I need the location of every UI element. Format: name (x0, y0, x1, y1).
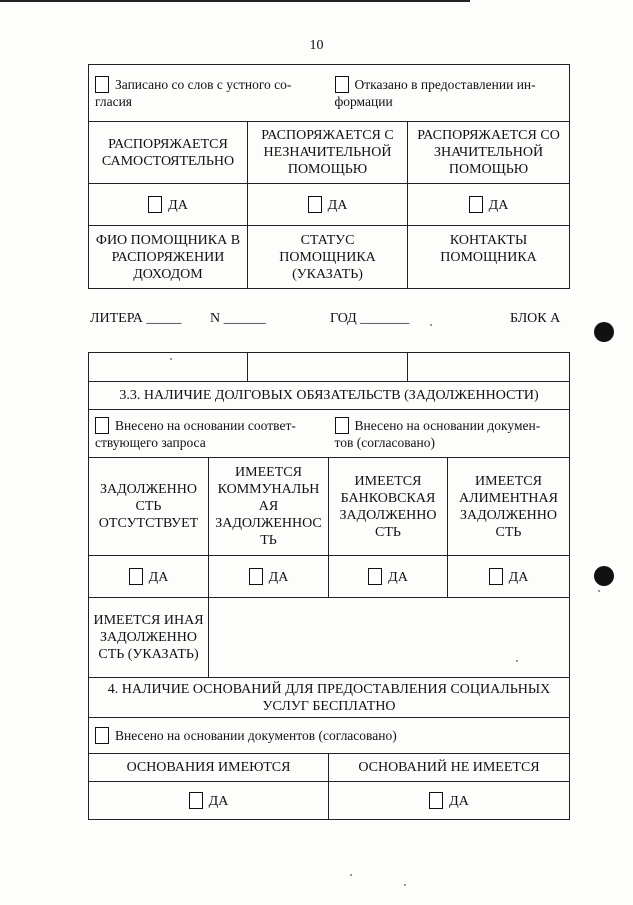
basis-exists-header: ОСНОВАНИЯ ИМЕЮТСЯ (89, 754, 329, 782)
info-refused-checkbox[interactable] (335, 76, 349, 93)
basis-absent-header: ОСНОВАНИЙ НЕ ИМЕЕТСЯ (329, 754, 570, 782)
yes-label: ДА (168, 197, 188, 213)
assistant-name-header: ФИО ПОМОЩНИКА В РАСПОРЯЖЕНИИ ДОХОДОМ (89, 226, 248, 289)
yes-cell (89, 556, 209, 598)
consent-row (89, 65, 570, 122)
verbal-consent-label: Записано со слов с устного со- гласия (95, 77, 292, 109)
yes-label: ДА (208, 793, 229, 809)
yes-cell (89, 184, 248, 226)
yes-cell (329, 556, 448, 598)
yes-label: ДА (148, 569, 169, 585)
documents-based-checkbox[interactable] (335, 417, 349, 434)
documents-based-label: Внесено на основании докумен- тов (согласовано) (334, 417, 541, 450)
basis-exists-yes-checkbox[interactable] (189, 792, 203, 809)
yes-cell (89, 782, 329, 820)
scan-speck (404, 884, 406, 886)
scan-speck (598, 590, 600, 592)
yes-label: ДА (488, 197, 509, 213)
litera-field: ЛИТЕРА _____ (90, 311, 182, 326)
other-debt-field[interactable] (209, 598, 570, 678)
header-self: РАСПОРЯЖАЕТСЯ САМОСТОЯТЕЛЬНО (89, 122, 248, 184)
scan-speck (170, 358, 172, 360)
yes-label: ДА (388, 569, 408, 585)
info-refused-label: Отказано в предоставлении ин- формации (334, 77, 536, 109)
header-major-help: РАСПОРЯЖАЕТСЯ СО ЗНАЧИТЕЛЬНОЙ ПОМОЩЬЮ (408, 122, 570, 184)
assistant-contacts-header: КОНТАКТЫ ПОМОЩНИКА (408, 226, 570, 289)
scan-speck (430, 324, 432, 326)
scan-speck (516, 660, 518, 662)
block-label: БЛОК А (510, 311, 561, 326)
minor-help-yes-checkbox[interactable] (308, 196, 322, 213)
alimony-debt-header: ИМЕЕТСЯ АЛИМЕНТНАЯ ЗАДОЛЖЕННО СТЬ (448, 458, 570, 556)
income-management-table (88, 64, 570, 289)
litera-line (0, 311, 633, 331)
section-4-title: 4. НАЛИЧИЕ ОСНОВАНИЙ ДЛЯ ПРЕДОСТАВЛЕНИЯ СОЦИАЛЬНЫХ УСЛУГ БЕСПЛАТНО (89, 678, 570, 718)
binder-hole-mark (594, 566, 614, 586)
self-yes-checkbox[interactable] (148, 196, 162, 213)
yes-cell (329, 782, 570, 820)
yes-cell (209, 556, 329, 598)
section-4-documents-checkbox[interactable] (95, 727, 109, 744)
yes-label: ДА (327, 197, 348, 213)
utility-debt-yes-checkbox[interactable] (249, 568, 263, 585)
request-based-label: Внесено на основании соответ- ствующего запроса (95, 417, 296, 450)
request-based-checkbox[interactable] (95, 417, 109, 434)
yes-cell (408, 184, 570, 226)
top-rule (0, 0, 470, 2)
alimony-debt-yes-checkbox[interactable] (489, 568, 503, 585)
no-debt-yes-checkbox[interactable] (129, 568, 143, 585)
yes-label: ДА (449, 793, 469, 809)
bank-debt-header: ИМЕЕТСЯ БАНКОВСКАЯ ЗАДОЛЖЕННО СТЬ (329, 458, 448, 556)
page-number: 10 (309, 38, 324, 53)
debt-and-basis-table (88, 352, 570, 820)
empty-carryover-row (89, 353, 570, 382)
binder-hole-mark (594, 322, 614, 342)
other-debt-header: ИМЕЕТСЯ ИНАЯ ЗАДОЛЖЕННО СТЬ (УКАЗАТЬ) (89, 598, 209, 678)
yes-label: ДА (508, 569, 529, 585)
scan-speck (350, 874, 352, 876)
header-minor-help: РАСПОРЯЖАЕТСЯ С НЕЗНАЧИТЕЛЬНОЙ ПОМОЩЬЮ (248, 122, 408, 184)
yes-cell (448, 556, 570, 598)
assistant-status-header: СТАТУС ПОМОЩНИКА (УКАЗАТЬ) (248, 226, 408, 289)
bank-debt-yes-checkbox[interactable] (368, 568, 382, 585)
no-debt-header: ЗАДОЛЖЕННО СТЬ ОТСУТСТВУЕТ (89, 458, 209, 556)
yes-cell (248, 184, 408, 226)
section-33-notes-row (89, 410, 570, 458)
section-4-note-row (89, 718, 570, 754)
number-field: N ______ (210, 311, 266, 326)
yes-label: ДА (268, 569, 289, 585)
section-33-title: 3.3. НАЛИЧИЕ ДОЛГОВЫХ ОБЯЗАТЕЛЬСТВ (ЗАДОЛЖЕННОСТИ) (89, 382, 570, 410)
section-4-documents-label: Внесено на основании документов (согласовано) (115, 728, 397, 743)
basis-absent-yes-checkbox[interactable] (429, 792, 443, 809)
verbal-consent-checkbox[interactable] (95, 76, 109, 93)
utility-debt-header: ИМЕЕТСЯ КОММУНАЛЬН АЯ ЗАДОЛЖЕННОС ТЬ (209, 458, 329, 556)
major-help-yes-checkbox[interactable] (469, 196, 483, 213)
year-field: ГОД _______ (330, 311, 410, 326)
